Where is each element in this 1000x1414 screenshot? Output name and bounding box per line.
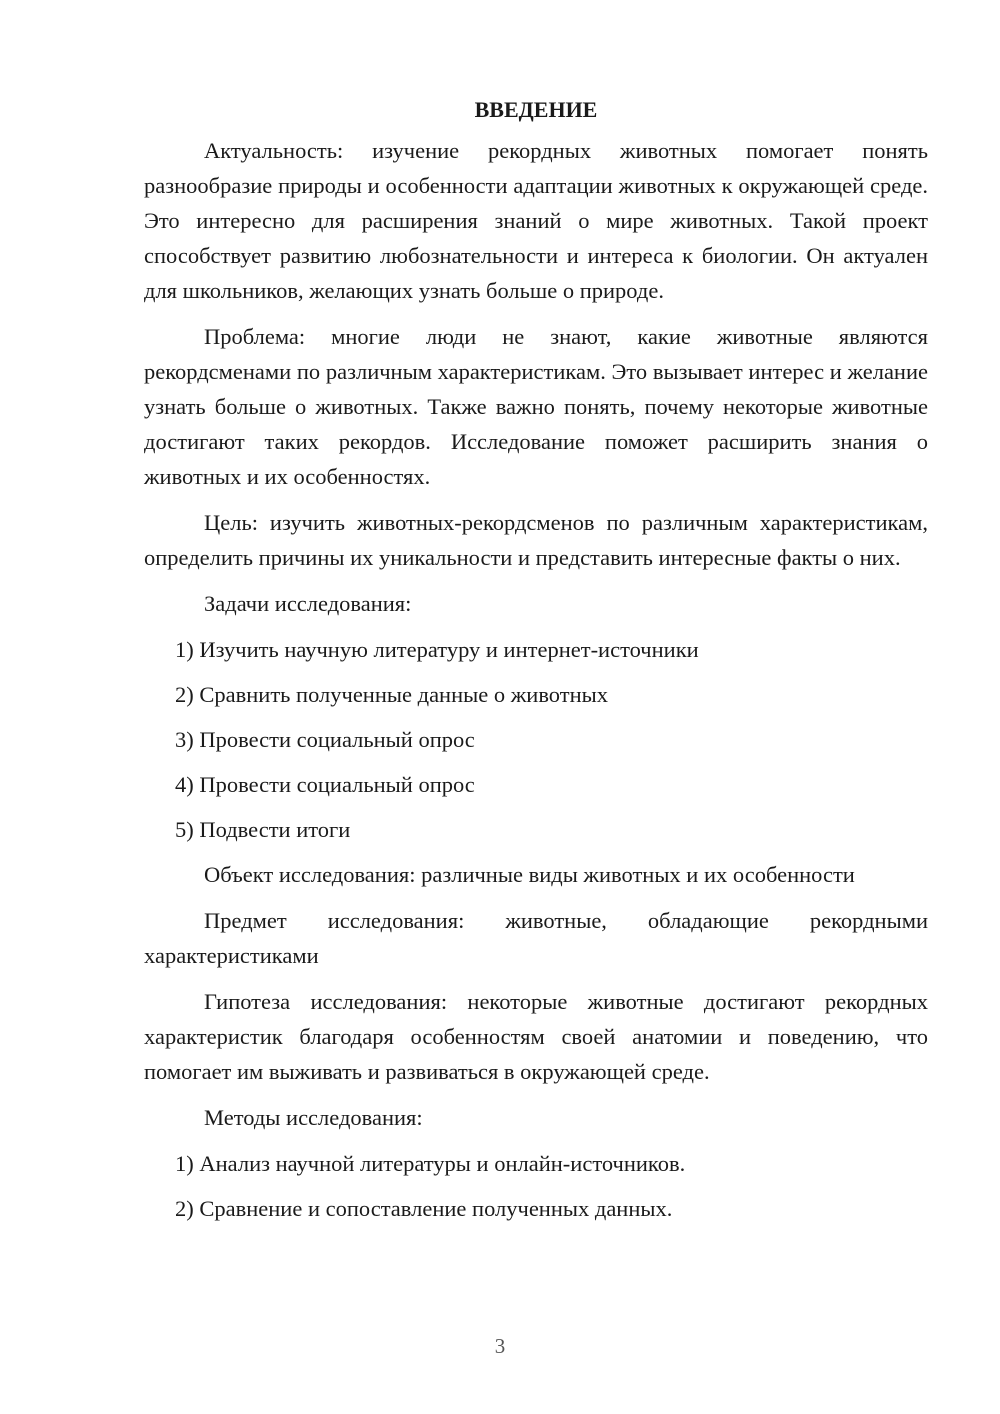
method-item-2: 2) Сравнение и сопоставление полученных данных. bbox=[175, 1196, 673, 1221]
task-item-4: 4) Провести социальный опрос bbox=[175, 772, 475, 797]
relevance-paragraph: Актуальность: изучение рекордных животных помогает понять разнообразие природы и особенности адаптации животных к окружающей среде. Это интересно для расширения знаний о мире животных. Такой проект способствует развитию любознательности и интереса к биологии. Он актуален для школьников, желающих узнать больше о природе. bbox=[144, 138, 928, 303]
object-paragraph: Объект исследования: различные виды животных и их особенности bbox=[204, 862, 855, 887]
page-content bbox=[144, 92, 928, 1236]
goal-paragraph: Цель: изучить животных-рекордсменов по различным характеристикам, определить причины их уникальности и представить интересные факты о них. bbox=[144, 510, 928, 570]
section-title: ВВЕДЕНИЕ bbox=[474, 97, 598, 122]
methods-heading: Методы исследования: bbox=[204, 1105, 423, 1130]
task-item-5: 5) Подвести итоги bbox=[175, 817, 351, 842]
task-item-1: 1) Изучить научную литературу и интернет-источники bbox=[175, 637, 699, 662]
tasks-heading: Задачи исследования: bbox=[204, 591, 412, 616]
page-number: 3 bbox=[494, 1334, 506, 1358]
subject-paragraph: Предмет исследования: животные, обладающие рекордными характеристиками bbox=[144, 908, 928, 968]
task-item-3: 3) Провести социальный опрос bbox=[175, 727, 475, 752]
task-item-2: 2) Сравнить полученные данные о животных bbox=[175, 682, 608, 707]
problem-paragraph: Проблема: многие люди не знают, какие животные являются рекордсменами по различным характеристикам. Это вызывает интерес и желание узнать больше о животных. Также важно понять, почему некоторые животные достигают таких рекордов. Исследование поможет расширить знания о животных и их особенностях. bbox=[144, 324, 928, 489]
method-item-1: 1) Анализ научной литературы и онлайн-источников. bbox=[175, 1151, 686, 1176]
hypothesis-paragraph: Гипотеза исследования: некоторые животные достигают рекордных характеристик благодаря особенностям своей анатомии и поведению, что помогает им выживать и развиваться в окружающей среде. bbox=[144, 989, 928, 1084]
